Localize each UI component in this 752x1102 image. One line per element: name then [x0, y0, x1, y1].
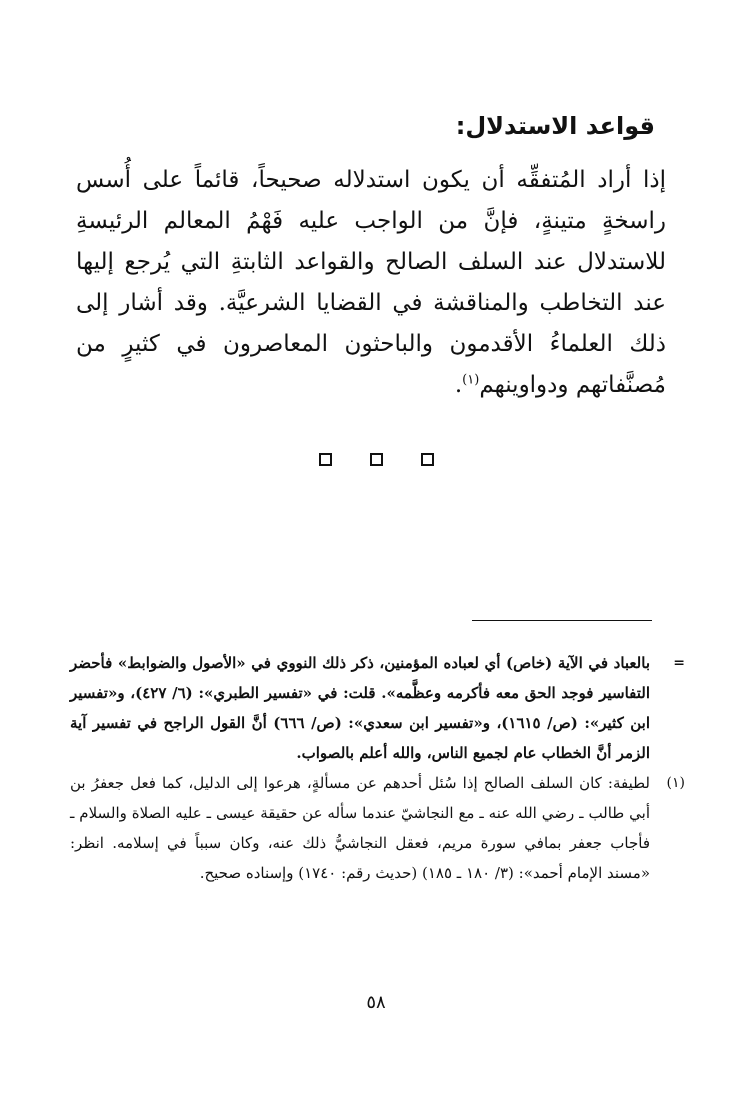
- page-number: ٥٨: [366, 992, 386, 1013]
- section-separator: [0, 453, 752, 466]
- footnotes-section: [70, 648, 685, 888]
- separator-square-icon: [370, 453, 383, 466]
- footnote-1: [70, 768, 685, 888]
- footnote-continuation-marker: =: [673, 655, 685, 671]
- main-paragraph: [76, 160, 666, 406]
- footnote-divider: [472, 620, 652, 621]
- main-paragraph-end: .: [454, 372, 463, 398]
- separator-square-icon: [319, 453, 332, 466]
- footnote-1-marker: (١): [666, 775, 685, 791]
- main-paragraph-body: إذا أراد المُتفقِّه أن يكون استدلاله صحيحاً، قائماً على أُسس راسخةٍ متينةٍ، فإنَّ من الواجب عليه فَهْمُ المعالم الرئيسةِ للاستدلال عند السلف الصالح والقواعد الثابتةِ التي يُرجع إليها عند التخاطب والمناقشة في القضايا الشرعيَّة. وقد أشار إلى ذلك العلماءُ الأقدمون والباحثون المعاصرون في كثيرٍ من مُصنَّفاتهم ودواوينهم: [76, 167, 666, 398]
- footnote-continuation: [70, 648, 685, 768]
- footnote-1-text: لطيفة: كان السلف الصالح إذا سُئل أحدهم عن مسألةٍ، هرعوا إلى الدليل، كما فعل جعفرُ بن أبي طالب ـ رضي الله عنه ـ مع النجاشيّ عندما سأله عن حقيقة عيسى ـ عليه الصلاة والسلام ـ فأجاب جعفر بمافي سورة مريم، فعقل النجاشيُّ ذلك عنه، وكان سبباً في إسلامه. انظر: «مسند الإمام أحمد»: (٣/ ١٨٠ ـ ١٨٥) (حديث رقم: ١٧٤٠) وإسناده صحيح.: [70, 774, 650, 882]
- footnote-continuation-text: بالعباد في الآية (خاص) أي لعباده المؤمنين، ذكر ذلك النووي في «الأصول والضوابط» فأحضر التفاسير فوجد الحق معه فأكرمه وعظَّمه». قلت: في «تفسير الطبري»: (٦/ ٤٢٧)، و«تفسير ابن كثير»: (ص/ ١٦١٥)، و«تفسير ابن سعدي»: (ص/ ٦٦٦) أنَّ القول الراجح في تفسير آية الزمر أنَّ الخطاب عام لجميع الناس، والله أعلم بالصواب.: [70, 654, 650, 762]
- section-heading: قواعد الاستدلال:: [455, 112, 655, 140]
- separator-square-icon: [421, 453, 434, 466]
- footnote-reference-1: (١): [462, 372, 480, 388]
